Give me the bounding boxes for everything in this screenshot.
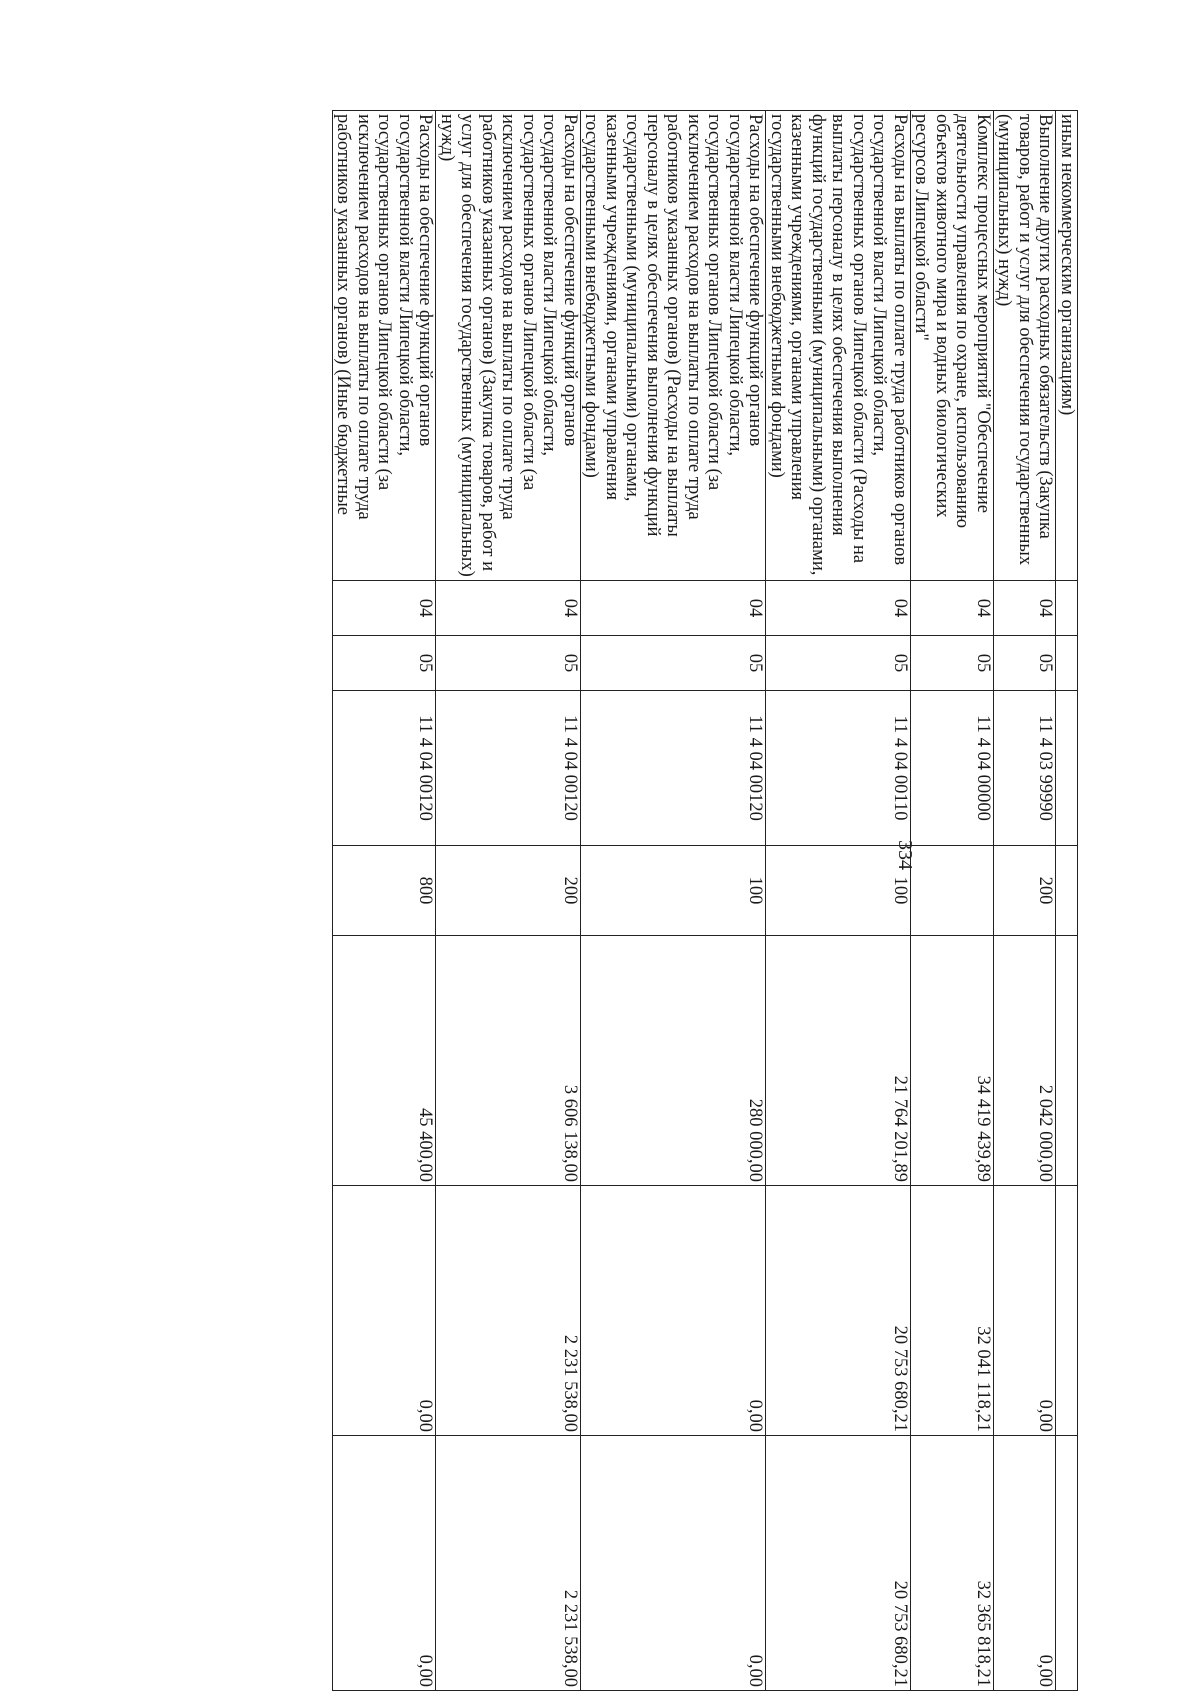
table-row <box>333 111 437 1691</box>
row-sum-3: 0,00 <box>994 1436 1057 1691</box>
row-sum-1: 34 419 439,89 <box>911 936 994 1186</box>
row-sum-1: 280 000,00 <box>581 936 767 1186</box>
row-pr: 05 <box>581 636 767 691</box>
table-row <box>911 111 994 1691</box>
page-number: 334 <box>894 840 916 870</box>
row-sum-3 <box>1056 1436 1078 1691</box>
row-vr: 100 <box>581 846 767 936</box>
table-row <box>766 111 911 1691</box>
row-sum-2: 0,00 <box>581 1186 767 1436</box>
row-pr: 05 <box>994 636 1057 691</box>
table-row <box>1056 111 1078 1691</box>
row-sum-2: 32 041 118,21 <box>911 1186 994 1436</box>
row-sum-2: 0,00 <box>333 1186 437 1436</box>
row-csr: 11 4 04 00120 <box>581 691 767 846</box>
row-rz: 04 <box>766 581 911 636</box>
row-name: Расходы на обеспечение функций органов государственной власти Липецкой области, государственных органов Липецкой области (за исключением расходов на выплаты по оплате труда работников указанных органов) (Закупка товаров, работ и услуг для обеспечения государственных (муниципальных) нужд) <box>436 111 581 581</box>
row-csr: 11 4 03 99990 <box>994 691 1057 846</box>
row-sum-1: 45 400,00 <box>333 936 437 1186</box>
row-pr: 05 <box>436 636 581 691</box>
row-sum-2: 20 753 680,21 <box>766 1186 911 1436</box>
table-row <box>436 111 581 1691</box>
row-rz: 04 <box>436 581 581 636</box>
row-pr: 05 <box>333 636 437 691</box>
row-pr <box>1056 636 1078 691</box>
row-vr <box>911 846 994 936</box>
row-csr <box>1056 691 1078 846</box>
row-sum-3: 2 231 538,00 <box>436 1436 581 1691</box>
row-name: иным некоммерческим организациям) <box>1056 111 1078 581</box>
row-pr: 05 <box>911 636 994 691</box>
row-sum-1 <box>1056 936 1078 1186</box>
row-sum-3: 32 365 818,21 <box>911 1436 994 1691</box>
row-vr: 800 <box>333 846 437 936</box>
table-row <box>994 111 1057 1691</box>
row-csr: 11 4 04 00120 <box>333 691 437 846</box>
row-csr: 11 4 04 00120 <box>436 691 581 846</box>
row-rz <box>1056 581 1078 636</box>
row-sum-2 <box>1056 1186 1078 1436</box>
row-sum-1: 21 764 201,89 <box>766 936 911 1186</box>
rotated-table-container <box>118 110 1078 1690</box>
row-csr: 11 4 04 00110 <box>766 691 911 846</box>
row-sum-3: 0,00 <box>333 1436 437 1691</box>
row-sum-2: 0,00 <box>994 1186 1057 1436</box>
table-row <box>581 111 767 1691</box>
row-vr <box>1056 846 1078 936</box>
row-pr: 05 <box>766 636 911 691</box>
row-name: Комплекс процессных мероприятий "Обеспечение деятельности управления по охране, использованию объектов животного мира и водных биологических ресурсов Липецкой области" <box>911 111 994 581</box>
row-name: Расходы на выплаты по оплате труда работников органов государственной власти Липецкой области, государственных органов Липецкой области (Расходы на выплаты персоналу в целях обеспечения выполнения функций государственными (муниципальными) органами, казенными учреждениями, органами управления государственными внебюджетными фондами) <box>766 111 911 581</box>
row-sum-3: 20 753 680,21 <box>766 1436 911 1691</box>
row-rz: 04 <box>911 581 994 636</box>
budget-table <box>332 110 1078 1691</box>
row-sum-2: 2 231 538,00 <box>436 1186 581 1436</box>
row-name: Расходы на обеспечение функций органов государственной власти Липецкой области, государственных органов Липецкой области (за исключением расходов на выплаты по оплате труда работников указанных органов) (Расходы на выплаты персоналу в целях обеспечения выполнения функций государственными (муниципальными) органами, казенными учреждениями, органами управления государственными внебюджетными фондами) <box>581 111 767 581</box>
row-csr: 11 4 04 00000 <box>911 691 994 846</box>
row-vr: 100 <box>766 846 911 936</box>
row-rz: 04 <box>994 581 1057 636</box>
row-vr: 200 <box>436 846 581 936</box>
row-rz: 04 <box>581 581 767 636</box>
row-name: Выполнение других расходных обязательств (Закупка товаров, работ и услуг для обеспечения государственных (муниципальных) нужд) <box>994 111 1057 581</box>
row-sum-3: 0,00 <box>581 1436 767 1691</box>
row-sum-1: 3 606 138,00 <box>436 936 581 1186</box>
row-rz: 04 <box>333 581 437 636</box>
row-sum-1: 2 042 000,00 <box>994 936 1057 1186</box>
row-name: Расходы на обеспечение функций органов государственной власти Липецкой области, государственных органов Липецкой области (за исключением расходов на выплаты по оплате труда работников указанных органов) (Иные бюджетные <box>333 111 437 581</box>
row-vr: 200 <box>994 846 1057 936</box>
